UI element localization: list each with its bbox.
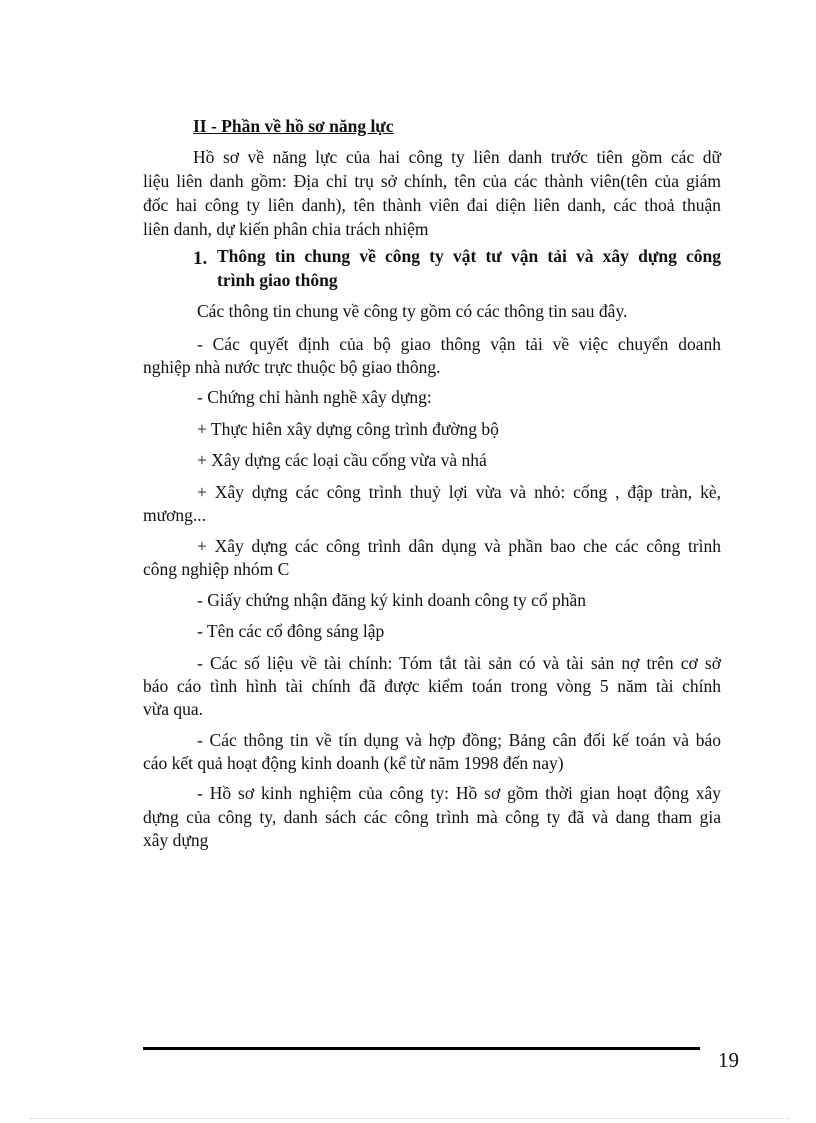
subsection-number: 1. [193,248,208,269]
body-line-17: cáo kết quả hoạt động kinh doanh (kể từ năm 1998 đến nay) [143,753,564,773]
page-edge-divider [30,1118,790,1119]
body-line-4: - Chứng chỉ hành nghề xây dựng: [197,387,432,407]
body-line-15: vừa qua. [143,699,204,719]
body-line-13: - Các số liệu về tài chính: Tóm tắt tài sản có và tài sản nợ trên cơ sở [197,653,721,673]
body-line-20: xây dựng [143,830,209,850]
body-line-12: - Tên các cổ đông sáng lập [197,621,385,641]
intro-line-4: liên danh, dự kiến phân chia trách nhiệm [143,219,429,239]
section-heading: II - Phần về hồ sơ năng lực [193,116,394,136]
body-line-16: - Các thông tin về tín dụng và hợp đồng; Bảng cân đối kế toán và báo [197,730,721,750]
intro-line-3: đốc hai công ty liên danh), tên thành viên đai diện liên danh, các thoả thuận [143,195,721,215]
body-line-7: + Xây dựng các công trình thuỷ lợi vừa và nhỏ: cống , đập tràn, kè, [197,482,721,502]
body-line-19: dựng của công ty, danh sách các công trình mà công ty đã và dang tham gia [143,807,721,827]
intro-line-1: Hồ sơ về năng lực của hai công ty liên danh trước tiên gồm các dữ [193,147,721,167]
body-line-18: - Hồ sơ kinh nghiệm của công ty: Hồ sơ gồm thời gian hoạt động xây [197,783,721,803]
page-number: 19 [718,1048,739,1072]
body-line-9: + Xây dựng các công trình dân dụng và phần bao che các công trình [197,536,721,556]
body-line-10: công nghiệp nhóm C [143,559,290,579]
body-line-2: - Các quyết định của bộ giao thông vận tải về việc chuyển doanh [197,334,721,354]
body-line-5: + Thực hiên xây dựng công trình đường bộ [197,419,499,439]
body-line-6: + Xây dựng các loại cầu cống vừa và nhá [197,450,487,470]
body-line-11: - Giấy chứng nhận đăng ký kinh doanh công ty cổ phần [197,590,587,610]
body-line-3: nghiệp nhà nước trực thuộc bộ giao thông. [143,357,441,377]
subsection-title-line-2: trình giao thông [217,270,338,290]
footer-rule [143,1047,700,1050]
body-line-1: Các thông tin chung về công ty gồm có các thông tin sau đây. [197,301,628,321]
body-line-14: báo cáo tình hình tài chính đã được kiểm toán trong vòng 5 năm tài chính [143,676,721,696]
subsection-title-line-1: Thông tin chung về công ty vật tư vận tải và xây dựng công [217,246,721,266]
intro-line-2: liệu liên danh gồm: Địa chỉ trụ sở chính, tên của các thành viên(tên của giám [143,171,721,191]
body-line-8: mương... [143,505,206,525]
